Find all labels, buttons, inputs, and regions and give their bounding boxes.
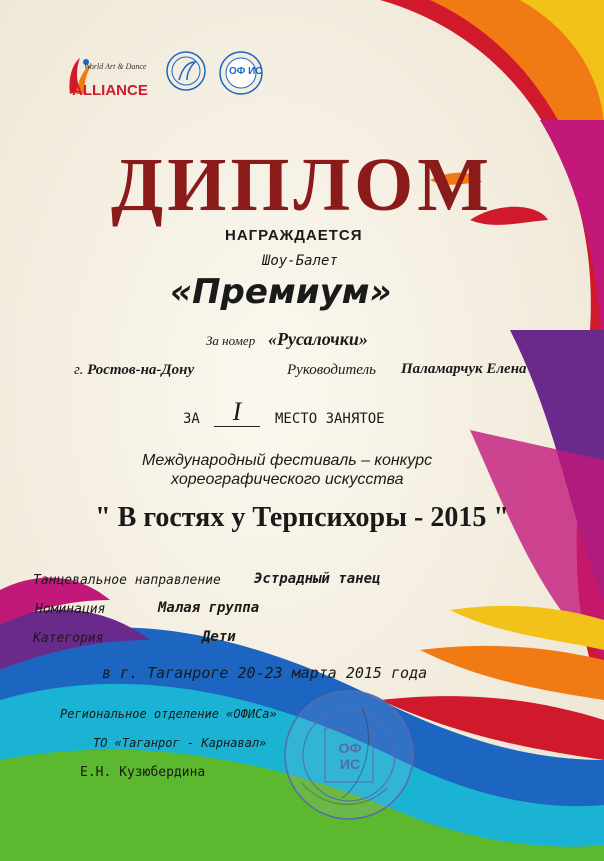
place-value: I bbox=[214, 398, 260, 427]
ofis-logo-text: ОФ ИС bbox=[229, 66, 263, 77]
number-label: За номер bbox=[206, 333, 256, 348]
detail-value-direction: Эстрадный танец bbox=[254, 571, 381, 587]
alliance-text: ALLIANCE bbox=[72, 82, 148, 99]
diploma-title: ДИПЛОМ bbox=[111, 143, 493, 227]
organizer-line2: ТО «Таганрог - Карнавал» bbox=[93, 736, 267, 750]
dance-circle-logo bbox=[165, 50, 207, 92]
leader-name: Паламарчук Елена bbox=[401, 361, 527, 377]
detail-label-nomination: Номинация bbox=[35, 602, 106, 617]
detail-label-direction: Танцевальное направление bbox=[33, 573, 221, 588]
place-text: МЕСТО ЗАНЯТОЕ bbox=[275, 411, 385, 427]
festival-title: " В гостях у Терпсихоры - 2015 " bbox=[95, 502, 509, 533]
festival-line2: хореографического искусства bbox=[171, 471, 404, 488]
organizer-line1: Региональное отделение «ОФИСа» bbox=[60, 707, 277, 721]
festival-line1: Международный фестиваль – конкурс bbox=[142, 452, 433, 469]
leader-label: Руководитель bbox=[287, 362, 376, 378]
city-line bbox=[74, 362, 194, 379]
ofis-logo bbox=[218, 50, 264, 96]
show-label: Шоу-Балет bbox=[262, 253, 338, 269]
place-prefix: ЗА bbox=[183, 411, 200, 427]
alliance-script: World Art & Dance bbox=[84, 62, 147, 71]
team-name: «Премиум» bbox=[170, 272, 392, 312]
date-line: в г. Таганроге 20-23 марта 2015 года bbox=[102, 664, 428, 682]
organizer-signer: Е.Н. Кузюбердина bbox=[80, 765, 206, 780]
alliance-logo bbox=[62, 54, 154, 104]
official-stamp bbox=[282, 688, 416, 822]
awarded-label: НАГРАЖДАЕТСЯ bbox=[225, 227, 363, 244]
city-name: Ростов-на-Дону bbox=[87, 362, 195, 378]
number-value: «Русалочки» bbox=[268, 329, 368, 349]
stamp-text: ОФ ИС bbox=[338, 740, 362, 772]
detail-value-category: Дети bbox=[202, 629, 236, 645]
city-prefix: г. bbox=[74, 362, 84, 378]
detail-label-category: Категория bbox=[33, 631, 104, 646]
detail-value-nomination: Малая группа bbox=[158, 600, 260, 616]
